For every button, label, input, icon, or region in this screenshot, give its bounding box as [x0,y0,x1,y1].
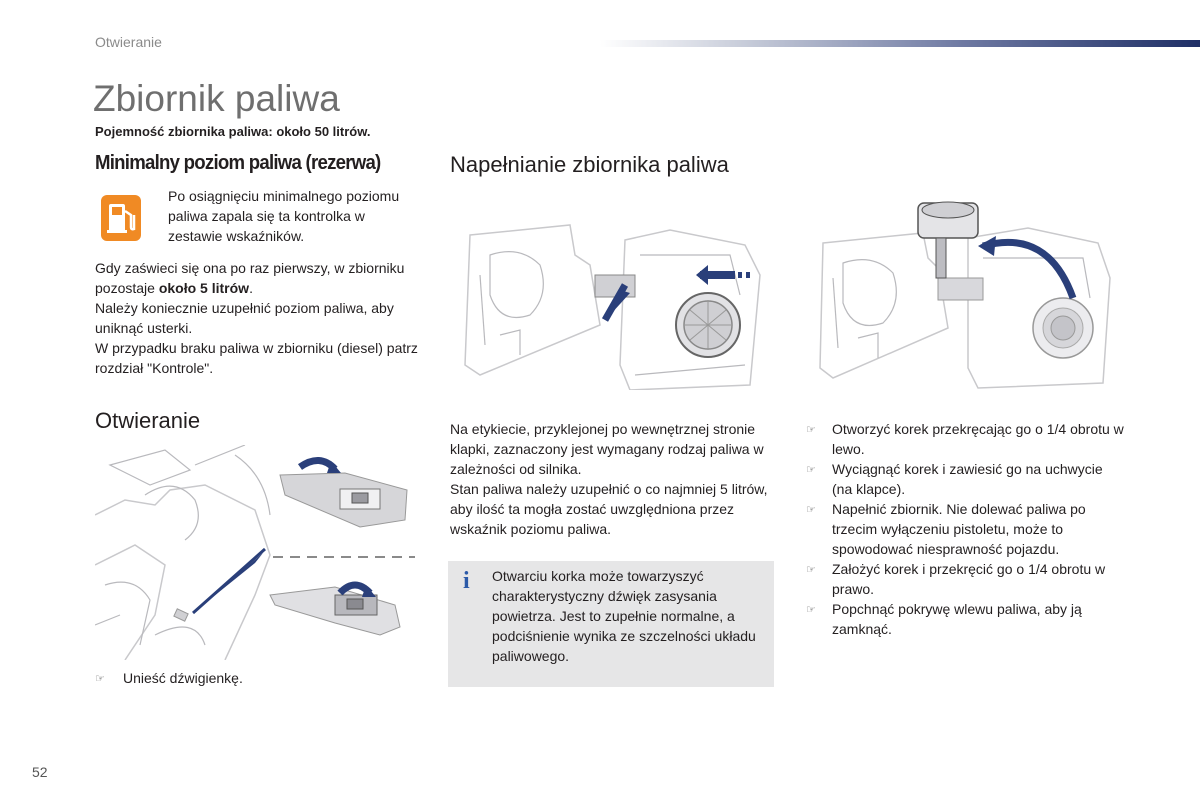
pointing-hand-icon: ☞ [806,464,816,476]
header-gradient-bar [600,40,1200,47]
page-title: Zbiornik paliwa [93,78,340,119]
lever-step [95,668,243,688]
tank-capacity: Pojemność zbiornika paliwa: około 50 litrów. [95,124,371,139]
fuel-cap-hanging-illustration [818,198,1118,390]
list-item: ☞ Wyciągnąć korek i zawiesić go na uchwycie (na klapce). [806,461,1103,497]
fuel-pump-icon [101,195,141,241]
fuel-label-paragraph: Na etykiecie, przyklejonej po wewnętrznej stronie klapki, zaznaczony jest wymagany rodzaj paliwa w zależności od silnika. [450,421,764,477]
pointing-hand-icon: ☞ [806,564,816,576]
lever-illustration [95,445,415,660]
lever-step-text: Unieść dźwigienkę. [123,670,243,686]
filling-heading: Napełnianie zbiornika paliwa [450,152,729,177]
pointing-hand-icon: ☞ [806,504,816,516]
diesel-note: W przypadku braku paliwa w zbiorniku (diesel) patrz rozdział "Kontrole". [95,340,418,376]
list-item: ☞ Napełnić zbiornik. Nie dolewać paliwa po trzecim wyłączeniu pistoletu, może to spowodować niesprawność pojazdu. [806,501,1086,557]
fuel-label-text [450,419,780,539]
page-number: 52 [32,764,48,780]
section-label: Otwieranie [95,34,162,50]
fuel-cap-open-illustration [460,215,770,390]
opening-heading: Otwieranie [95,408,201,433]
refill-warning: Należy koniecznie uzupełnić poziom paliwa, aby uniknąć usterki. [95,300,394,336]
fuel-minimum-paragraph: Stan paliwa należy uzupełnić o co najmniej 5 litrów, aby ilość ta mogła zostać uwzględniona przez wskaźnik poziomu paliwa. [450,481,768,537]
list-item: ☞ Popchnąć pokrywę wlewu paliwa, aby ją zamknąć. [806,601,1082,637]
pointing-hand-icon: ☞ [806,604,816,616]
minimum-level-heading: Minimalny poziom paliwa (rezerwa) [95,152,381,174]
list-item: ☞ Otworzyć korek przekręcając go o 1/4 obrotu w lewo. [806,421,1124,457]
info-text: Otwarciu korka może towarzyszyć charakterystyczny dźwięk zasysania powietrza. Jest to zupełnie normalne, a podciśnienie wynika ze szczelności układu paliwowego. [492,568,756,664]
list-item: ☞ Założyć korek i przekręcić go o 1/4 obrotu w prawo. [806,561,1106,597]
warning-lamp-description: Po osiągnięciu minimalnego poziomu paliwa zapala się ta kontrolka w zestawie wskaźników. [168,188,400,244]
minimum-level-text [95,258,425,378]
info-icon: i [463,568,470,594]
pointing-hand-icon: ☞ [806,424,816,436]
reserve-amount: około 5 litrów [158,280,250,296]
pointing-hand-icon: ☞ [95,673,105,685]
reserve-paragraph: Gdy zaświeci się ona po raz pierwszy, w zbiorniku pozostaje około 5 litrów. [95,260,405,296]
filling-steps [806,419,1126,639]
